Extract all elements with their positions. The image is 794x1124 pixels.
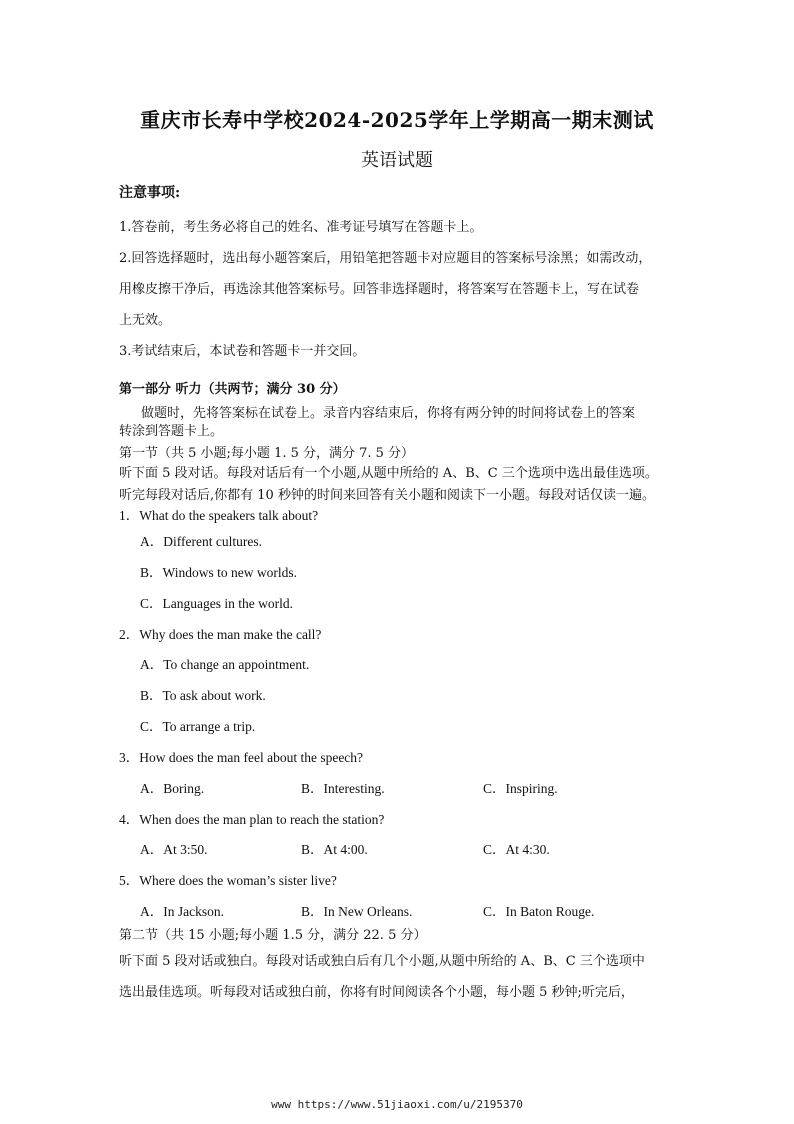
page-subtitle: 英语试题: [361, 150, 433, 171]
question-2: 2．Why does the man make the call?: [119, 627, 322, 642]
option-a: A．Boring.: [140, 781, 205, 796]
part1-heading: 第一部分 听力（共两节；满分 30 分）: [119, 382, 346, 397]
option-c: C．At 4:30.: [483, 842, 550, 857]
question-4: 4．When does the man plan to reach the station?: [119, 812, 385, 827]
notice-item: 3.考试结束后，本试卷和答题卡一并交回。: [119, 344, 366, 359]
option-c: C．To arrange a trip.: [140, 719, 256, 734]
option-b: B．Windows to new worlds.: [140, 565, 297, 580]
section2-heading: 第二节（共 15 小题;每小题 1.5 分，满分 22. 5 分）: [119, 928, 427, 943]
section1-heading: 第一节（共 5 小题;每小题 1. 5 分，满分 7. 5 分）: [119, 446, 415, 461]
question-5: 5．Where does the woman’s sister live?: [119, 873, 337, 888]
option-c: C．Languages in the world.: [140, 596, 293, 611]
section2-instructions: 选出最佳选项。听每段对话或独白前，你将有时间阅读各个小题，每小题 5 秒钟;听完后，: [119, 985, 634, 1000]
question-1: 1．What do the speakers talk about?: [119, 508, 319, 523]
section1-instructions: 听完每段对话后,你都有 10 秒钟的时间来回答有关小题和阅读下一小题。每段对话仅读一遍。: [119, 488, 655, 503]
footer-watermark-url: www https://www.51jiaoxi.com/u/2195370: [271, 1098, 523, 1111]
notice-item: 用橡皮擦干净后，再选涂其他答案标号。回答非选择题时，将答案写在答题卡上，写在试卷: [119, 282, 640, 297]
option-b: B．In New Orleans.: [301, 904, 413, 919]
option-a: A．In Jackson.: [140, 904, 224, 919]
option-b: B．To ask about work.: [140, 688, 266, 703]
option-a: A．Different cultures.: [140, 534, 262, 549]
option-a: A．At 3:50.: [140, 842, 208, 857]
page-title: 重庆市长寿中学校2024-2025学年上学期高一期末测试: [140, 108, 654, 132]
section2-instructions: 听下面 5 段对话或独白。每段对话或独白后有几个小题,从题中所给的 A、B、C 三个选项中: [119, 954, 645, 969]
notice-item: 上无效。: [119, 313, 172, 328]
part1-intro: 转涂到答题卡上。: [119, 424, 224, 439]
option-c: C．In Baton Rouge.: [483, 904, 595, 919]
option-b: B．Interesting.: [301, 781, 385, 796]
notice-item: 2.回答选择题时，选出每小题答案后，用铅笔把答题卡对应题目的答案标号涂黑；如需改动，: [119, 251, 652, 266]
option-c: C．Inspiring.: [483, 781, 558, 796]
part1-intro: 做题时，先将答案标在试卷上。录音内容结束后，你将有两分钟的时间将试卷上的答案: [141, 406, 636, 421]
section1-instructions: 听下面 5 段对话。每段对话后有一个小题,从题中所给的 A、B、C 三个选项中选出最佳选项。: [119, 466, 658, 481]
notice-item: 1.答卷前，考生务必将自己的姓名、准考证号填写在答题卡上。: [119, 220, 483, 235]
option-a: A．To change an appointment.: [140, 657, 310, 672]
question-3: 3．How does the man feel about the speech?: [119, 750, 364, 765]
option-b: B．At 4:00.: [301, 842, 368, 857]
notice-heading: 注意事项:: [119, 185, 181, 201]
